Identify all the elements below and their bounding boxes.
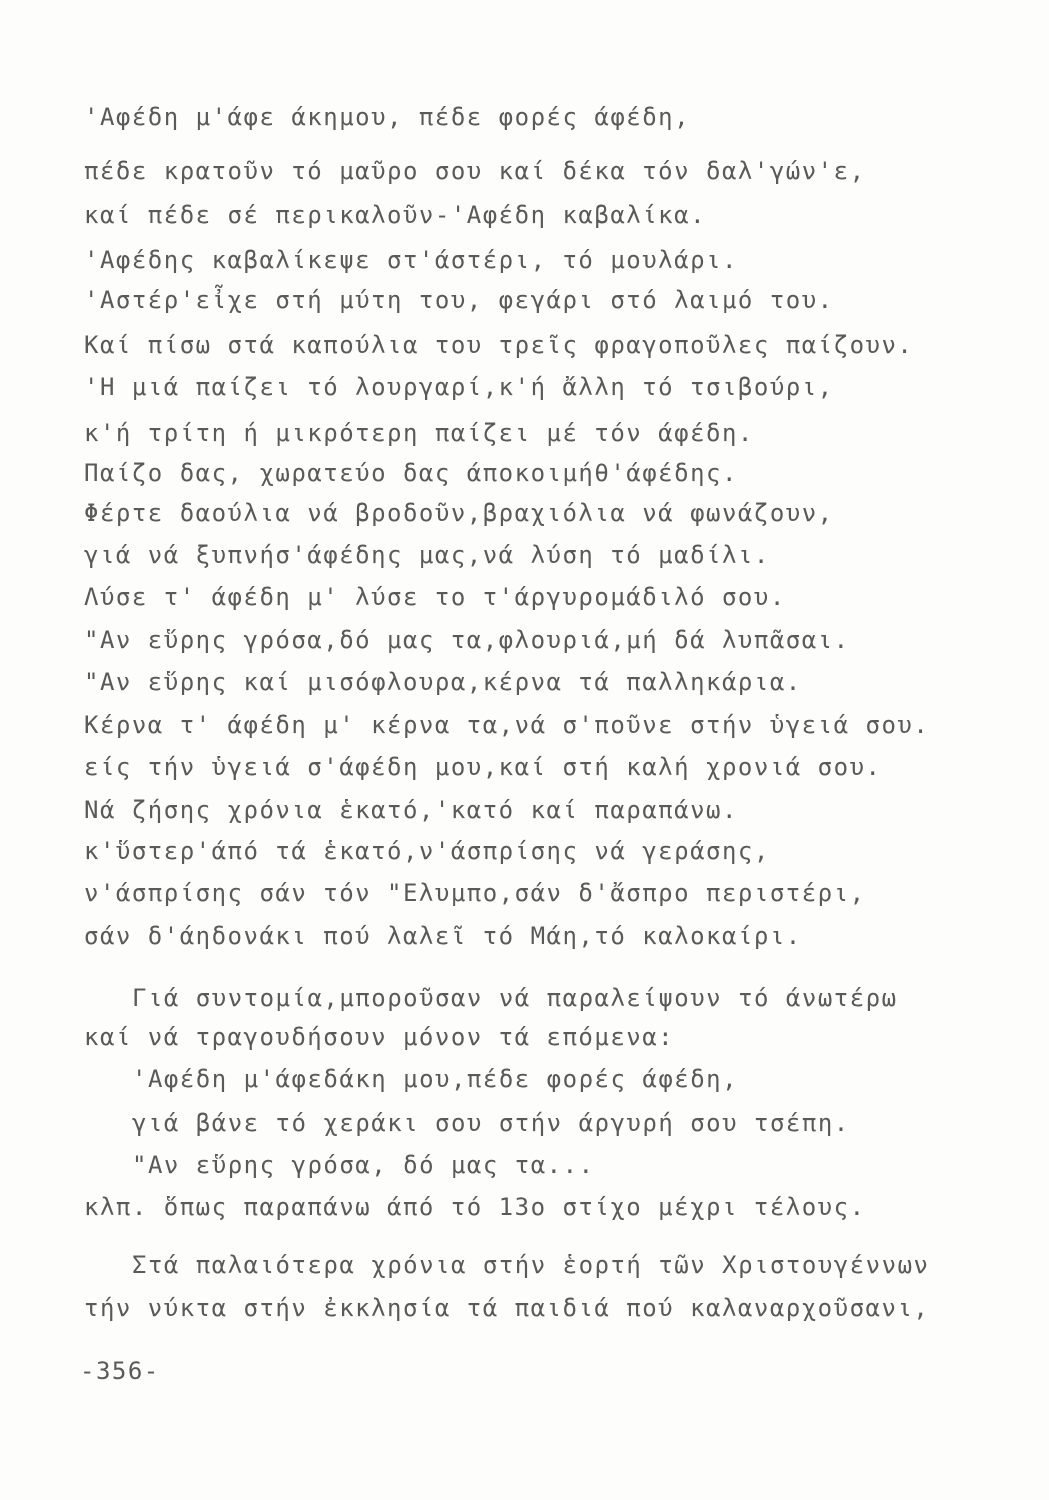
note-line: καί νά τραγουδήσουν μόνον τά επόμενα: [84, 1023, 675, 1051]
poem-line: σάν δ'άηδονάκι πού λαλεῖ τό Μάη,τό καλοκαίρι. [84, 922, 802, 950]
ending-line: κλπ. ὅπως παραπάνω άπό τό 13ο στίχο μέχρι τέλους. [84, 1193, 866, 1221]
paragraph-line: Στά παλαιότερα χρόνια στήν ἑορτή τῶν Χριστουγέννων [132, 1251, 930, 1279]
poem-line: 'Αφέδης καβαλίκεψε στ'άστέρι, τό μουλάρι. [84, 246, 738, 274]
poem-line: 'Αφέδη μ'άφε άκημου, πέδε φορές άφέδη, [84, 103, 691, 131]
poem-line: 'Αστέρ'εἶχε στή μύτη του, φεγάρι στό λαιμό του. [84, 286, 834, 314]
poem-line: ν'άσπρίσης σάν τόν "Ελυμπο,σάν δ'ἄσπρο περιστέρι, [84, 879, 866, 907]
poem-line: Φέρτε δαούλια νά βροδοῦν,βραχιόλια νά φωνάζουν, [84, 499, 834, 527]
poem-line: "Αν εὕρης γρόσα,δό μας τα,φλουριά,μή δά λυπᾶσαι. [84, 626, 850, 654]
poem-line: Καί πίσω στά καπούλια του τρεῖς φραγοποῦλες παίζουν. [84, 331, 914, 359]
poem-line: κ'ή τρίτη ή μικρότερη παίζει μέ τόν άφέδη. [84, 419, 754, 447]
poem-line: Λύσε τ' άφέδη μ' λύσε το τ'άργυρομάδιλό σου. [84, 583, 786, 611]
page-number: -356- [80, 1357, 160, 1385]
poem-line: πέδε κρατοῦν τό μαῦρο σου καί δέκα τόν δαλ'γών'ε, [84, 157, 866, 185]
poem-line: καί πέδε σέ περικαλοῦν-'Αφέδη καβαλίκα. [84, 201, 707, 229]
short-version-line: "Αν εὕρης γρόσα, δό μας τα... [132, 1151, 595, 1179]
poem-line: γιά νά ξυπνήσ'άφέδης μας,νά λύση τό μαδίλι. [84, 541, 770, 569]
poem-line: Νά ζήσης χρόνια ἑκατό,'κατό καί παραπάνω. [84, 796, 738, 824]
poem-line: Παίζο δας, χωρατεύο δας άποκοιμήθ'άφέδης. [84, 459, 738, 487]
short-version-line: γιά βάνε τό χεράκι σου στήν άργυρή σου τσέπη. [132, 1109, 850, 1137]
poem-line: είς τήν ὑγειά σ'άφέδη μου,καί στή καλή χρονιά σου. [84, 753, 882, 781]
poem-line: κ'ὕστερ'άπό τά ἑκατό,ν'άσπρίσης νά γεράσης, [84, 837, 770, 865]
poem-line: Κέρνα τ' άφέδη μ' κέρνα τα,νά σ'ποῦνε στήν ὑγειά σου. [84, 711, 930, 739]
poem-line: 'Η μιά παίζει τό λουργαρί,κ'ή ἄλλη τό τσιβούρι, [84, 373, 834, 401]
short-version-line: 'Αφέδη μ'άφεδάκη μου,πέδε φορές άφέδη, [132, 1065, 739, 1093]
poem-line: "Αν εὕρης καί μισόφλουρα,κέρνα τά παλληκάρια. [84, 668, 802, 696]
paragraph-line: τήν νύκτα στήν ἐκκλησία τά παιδιά πού καλαναρχοῦσανι, [84, 1294, 930, 1322]
note-line: Γιά συντομία,μποροῦσαν νά παραλείψουν τό άνωτέρω [132, 984, 898, 1012]
